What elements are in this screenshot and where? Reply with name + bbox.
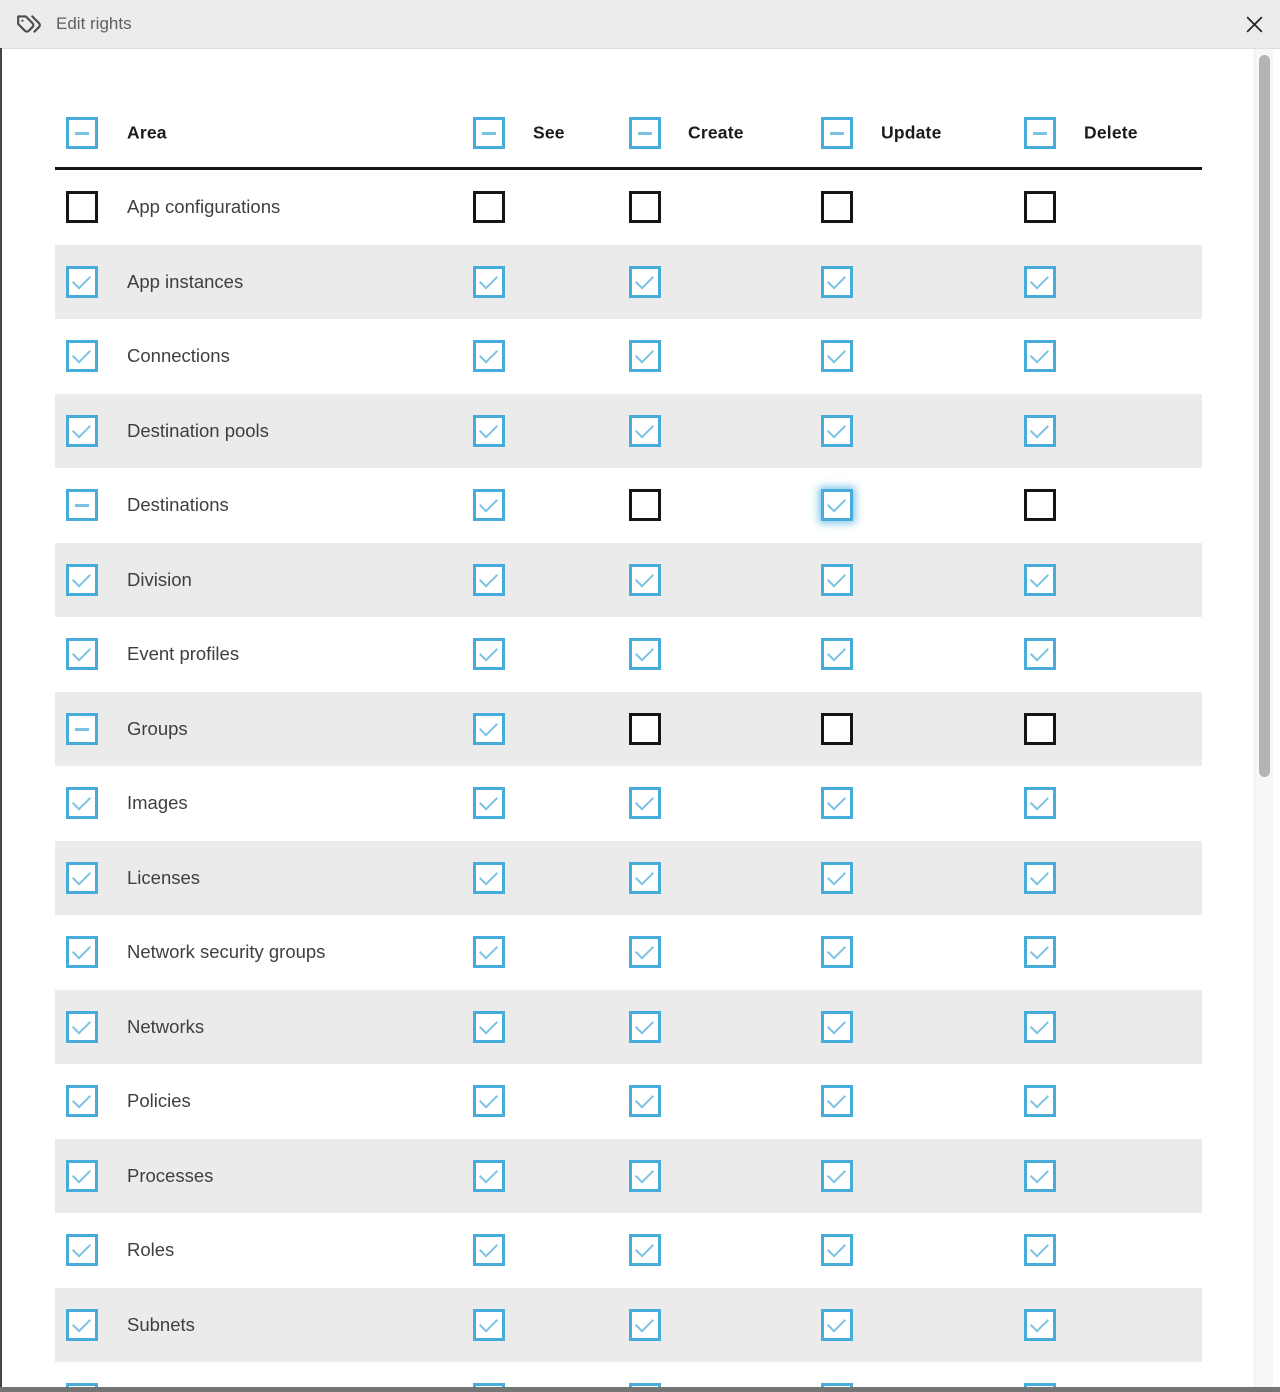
area-checkbox[interactable] [66,936,98,968]
update-checkbox[interactable] [821,489,853,521]
area-label: Networks [127,1015,205,1037]
delete-checkbox[interactable] [1024,862,1056,894]
table-row [55,1139,1202,1214]
area-checkbox[interactable] [66,415,98,447]
see-checkbox[interactable] [473,936,505,968]
area-label: Connections [127,345,230,367]
delete-checkbox[interactable] [1024,713,1056,745]
area-checkbox[interactable] [66,862,98,894]
delete-checkbox[interactable] [1024,1309,1056,1341]
update-checkbox[interactable] [821,1085,853,1117]
table-row [55,468,1202,543]
update-checkbox[interactable] [821,936,853,968]
area-label: Images [127,792,188,814]
delete-checkbox[interactable] [1024,638,1056,670]
see-checkbox[interactable] [473,415,505,447]
update-checkbox[interactable] [821,266,853,298]
area-label: App instances [127,270,244,292]
close-button[interactable] [1240,10,1268,38]
delete-checkbox[interactable] [1024,564,1056,596]
update-checkbox[interactable] [821,1309,853,1341]
create-checkbox[interactable] [629,415,661,447]
delete-checkbox[interactable] [1024,1160,1056,1192]
area-checkbox[interactable] [66,1234,98,1266]
see-checkbox[interactable] [473,564,505,596]
window-bottom-edge [0,1387,1280,1392]
update-checkbox[interactable] [821,191,853,223]
area-label: Subnets [127,1313,195,1335]
column-header-delete: Delete [1084,122,1138,142]
delete-checkbox[interactable] [1024,1234,1056,1266]
table-row [55,692,1202,767]
area-checkbox[interactable] [66,1309,98,1341]
table-row [55,1288,1202,1363]
area-label: Groups [127,717,188,739]
delete-checkbox[interactable] [1024,787,1056,819]
see-checkbox[interactable] [473,340,505,372]
area-checkbox[interactable] [66,191,98,223]
update-checkbox[interactable] [821,1160,853,1192]
select-all-delete-checkbox[interactable] [1024,117,1056,149]
delete-checkbox[interactable] [1024,936,1056,968]
create-checkbox[interactable] [629,564,661,596]
delete-checkbox[interactable] [1024,266,1056,298]
table-row [55,319,1202,394]
column-header-create: Create [688,122,744,142]
column-header-update: Update [881,122,942,142]
column-header-area: Area [127,122,167,142]
create-checkbox[interactable] [629,191,661,223]
table-row [55,543,1202,618]
area-label: Network security groups [127,941,326,963]
tags-icon [16,11,42,37]
create-checkbox[interactable] [629,936,661,968]
area-checkbox[interactable] [66,340,98,372]
table-row [55,245,1202,320]
area-checkbox[interactable] [66,564,98,596]
create-checkbox[interactable] [629,1234,661,1266]
update-checkbox[interactable] [821,713,853,745]
rights-table [0,48,1280,1392]
create-checkbox[interactable] [629,862,661,894]
area-label: Processes [127,1164,214,1186]
area-label: Policies [127,1090,191,1112]
create-checkbox[interactable] [629,1309,661,1341]
update-checkbox[interactable] [821,415,853,447]
update-checkbox[interactable] [821,1011,853,1043]
create-checkbox[interactable] [629,787,661,819]
table-row [55,915,1202,990]
table-row [55,617,1202,692]
create-checkbox[interactable] [629,489,661,521]
select-all-see-checkbox[interactable] [473,117,505,149]
see-checkbox[interactable] [473,1011,505,1043]
column-header-see: See [533,122,565,142]
see-checkbox[interactable] [473,489,505,521]
area-checkbox[interactable] [66,1085,98,1117]
area-checkbox[interactable] [66,1160,98,1192]
delete-checkbox[interactable] [1024,340,1056,372]
area-label: App configurations [127,196,281,218]
area-checkbox[interactable] [66,489,98,521]
delete-checkbox[interactable] [1024,489,1056,521]
delete-checkbox[interactable] [1024,191,1056,223]
delete-checkbox[interactable] [1024,1011,1056,1043]
see-checkbox[interactable] [473,713,505,745]
see-checkbox[interactable] [473,1309,505,1341]
area-label: Licenses [127,866,201,888]
area-label: Destination pools [127,419,269,441]
area-checkbox[interactable] [66,266,98,298]
area-checkbox[interactable] [66,787,98,819]
see-checkbox[interactable] [473,638,505,670]
create-checkbox[interactable] [629,1160,661,1192]
select-all-update-checkbox[interactable] [821,117,853,149]
table-row [55,841,1202,916]
see-checkbox[interactable] [473,191,505,223]
create-checkbox[interactable] [629,1011,661,1043]
area-checkbox[interactable] [66,713,98,745]
dialog-titlebar [0,0,1280,49]
table-row [55,394,1202,469]
create-checkbox[interactable] [629,638,661,670]
window-left-edge [0,48,2,1392]
table-header-row [55,98,1202,170]
update-checkbox[interactable] [821,340,853,372]
select-all-create-checkbox[interactable] [629,117,661,149]
table-row [55,990,1202,1065]
scrollbar-track[interactable] [1254,49,1273,1387]
close-icon [1244,14,1265,35]
see-checkbox[interactable] [473,1085,505,1117]
table-row [55,766,1202,841]
create-checkbox[interactable] [629,340,661,372]
update-checkbox[interactable] [821,787,853,819]
see-checkbox[interactable] [473,787,505,819]
create-checkbox[interactable] [629,266,661,298]
table-row [55,170,1202,245]
create-checkbox[interactable] [629,713,661,745]
area-label: Destinations [127,494,229,516]
update-checkbox[interactable] [821,564,853,596]
rows [55,170,1202,1392]
area-checkbox[interactable] [66,638,98,670]
scrollbar-thumb[interactable] [1259,55,1270,777]
table-row [55,1064,1202,1139]
create-checkbox[interactable] [629,1085,661,1117]
area-label: Roles [127,1239,175,1261]
see-checkbox[interactable] [473,1234,505,1266]
see-checkbox[interactable] [473,266,505,298]
update-checkbox[interactable] [821,638,853,670]
delete-checkbox[interactable] [1024,1085,1056,1117]
area-label: Event profiles [127,643,240,665]
area-label: Division [127,568,192,590]
update-checkbox[interactable] [821,862,853,894]
dialog-title: Edit rights [56,14,132,33]
delete-checkbox[interactable] [1024,415,1056,447]
area-checkbox[interactable] [66,1011,98,1043]
see-checkbox[interactable] [473,1160,505,1192]
see-checkbox[interactable] [473,862,505,894]
update-checkbox[interactable] [821,1234,853,1266]
table-row [55,1213,1202,1288]
select-all-area-checkbox[interactable] [66,117,98,149]
